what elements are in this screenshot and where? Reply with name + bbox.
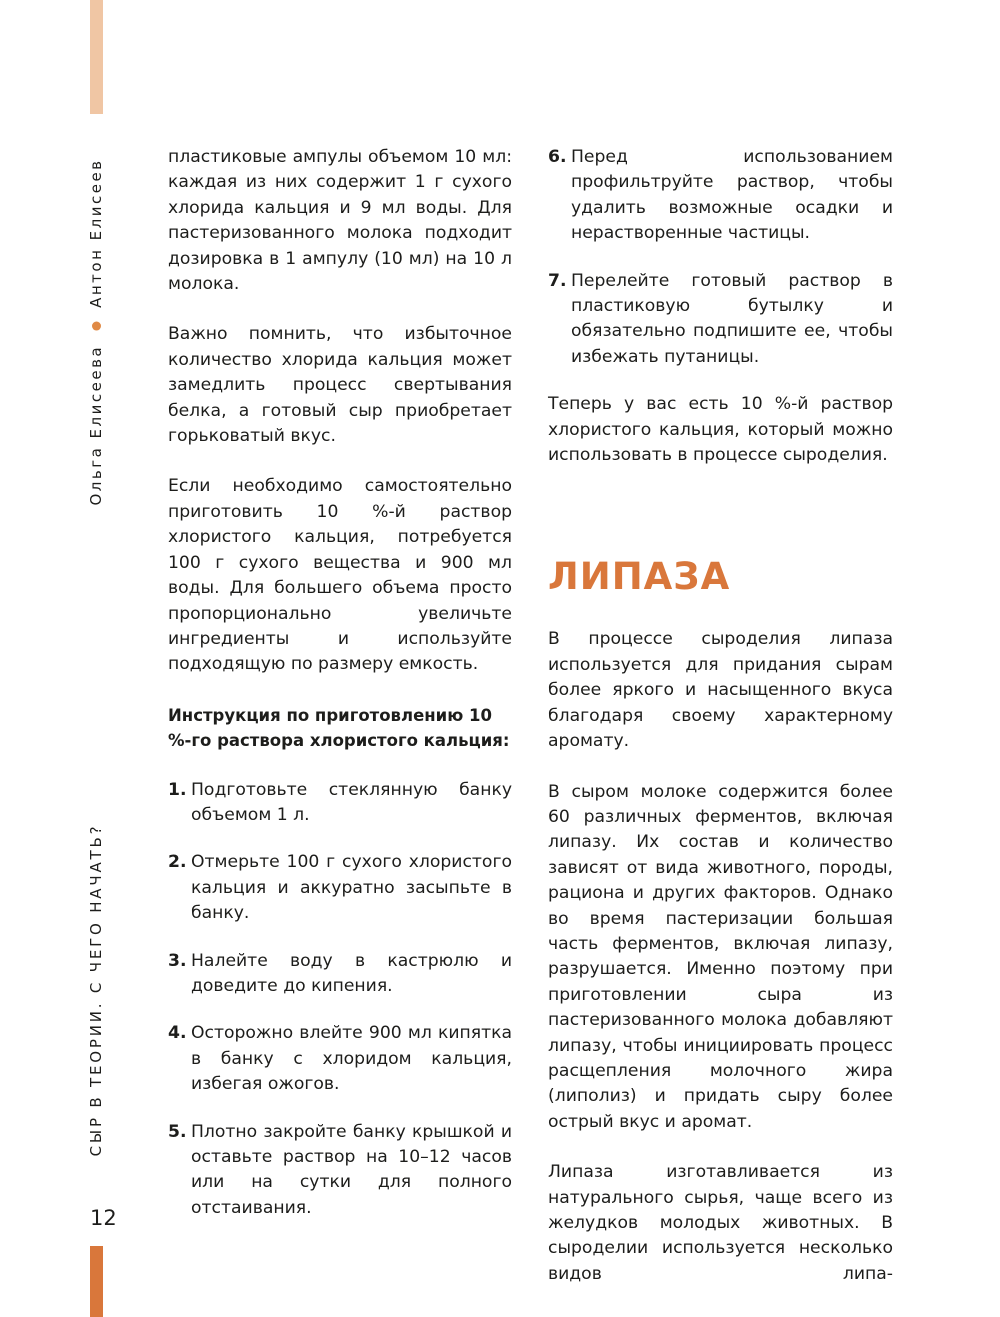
list-item <box>168 949 512 1000</box>
list-item <box>168 1120 512 1222</box>
step-number: 5. <box>168 1121 187 1142</box>
step-number: 6. <box>548 147 567 167</box>
step-text: Осторожно влейте 900 мл кипятка в банку с хлоридом кальция, избегая ожогов. <box>191 1023 512 1095</box>
author-name-1: Ольга Елисеева <box>87 344 105 506</box>
separator-dot-icon <box>92 322 101 331</box>
running-header-section: СЫР В ТЕОРИИ. С ЧЕГО НАЧАТЬ? <box>87 823 105 1157</box>
list-item <box>168 778 512 829</box>
step-text: Перелейте готовый раствор в пластиковую бутылку и обязательно подпишите ее, чтобы избежать путаницы. <box>571 270 893 367</box>
instruction-steps-list <box>168 778 512 1222</box>
step-text: Плотно закройте банку крышкой и оставьте раствор на 10–12 часов или на сутки для полного отстаивания. <box>191 1121 512 1218</box>
paragraph: В сыром молоке содержится более 60 различных ферментов, включая липазу. Их состав и количество зависят от вида животного, породы, рациона и других факторов. Однако во время пастеризации большая часть ферментов, включая липазу, разрушается. Именно поэтому при приготовлении сыра из пастеризованного молока добавляют липазу, чтобы инициировать процесс расщепления молочного жира (липолиз) и придать сыру более острый вкус и аромат. <box>548 781 893 1132</box>
list-item <box>548 269 893 371</box>
list-item <box>168 850 512 926</box>
step-text: Подготовьте стеклянную банку объемом 1 л. <box>191 779 512 825</box>
instruction-steps-list-continued <box>548 145 893 370</box>
paragraph: пластиковые ампулы объемом 10 мл: каждая из них содержит 1 г сухого хлорида кальция и 9 мл воды. Для пастеризованного молока подходит дозировка в 1 ампулу (10 мл) на 10 л молока. <box>168 147 512 295</box>
paragraph: Липаза изготавливается из натурального сырья, чаще всего из желудков молодых животных. В сыроделии используется несколько видов липа- <box>548 1162 893 1284</box>
author-name-2: Антон Елисеев <box>87 158 105 308</box>
list-item <box>168 1021 512 1097</box>
paragraph: Важно помнить, что избыточное количество хлорида кальция может замедлить процесс свертывания белка, а готовый сыр приобретает горьковатый вкус. <box>168 324 512 447</box>
page-number: 12 <box>90 1206 117 1230</box>
left-column <box>168 145 512 1243</box>
paragraph: Если необходимо самостоятельно приготовить 10 %-й раствор хлористого кальция, потребуется 100 г сухого вещества и 900 мл воды. Для большего объема просто пропорционально увеличьте ингредиенты и используйте подходящую по размеру емкость. <box>168 476 512 675</box>
step-text: Налейте воду в кастрюлю и доведите до кипения. <box>191 950 512 996</box>
bottom-accent-bar <box>90 1246 103 1317</box>
top-accent-bar <box>90 0 103 114</box>
step-number: 2. <box>168 852 187 873</box>
right-column <box>548 145 893 1312</box>
step-text: Отмерьте 100 г сухого хлористого кальция и аккуратно засыпьте в банку. <box>191 852 512 924</box>
step-number: 1. <box>168 779 187 800</box>
list-item <box>548 145 893 247</box>
step-number: 7. <box>548 270 567 291</box>
section-heading: ЛИПАЗА <box>548 555 731 599</box>
paragraph: В процессе сыроделия липаза используется для придания сырам более яркого и насыщенного вкуса благодаря своему характерному аромату. <box>548 629 893 752</box>
paragraph: Теперь у вас есть 10 %-й раствор хлористого кальция, который можно использовать в процессе сыроделия. <box>548 394 893 466</box>
instruction-title: Инструкция по приготовлению 10 %-го раствора хлористого кальция: <box>168 705 510 751</box>
step-number: 3. <box>168 950 187 971</box>
running-header-authors <box>87 158 105 505</box>
step-text: Перед использованием профильтруйте раствор, чтобы удалить возможные осадки и нерастворенные частицы. <box>571 147 893 244</box>
step-number: 4. <box>168 1023 187 1044</box>
